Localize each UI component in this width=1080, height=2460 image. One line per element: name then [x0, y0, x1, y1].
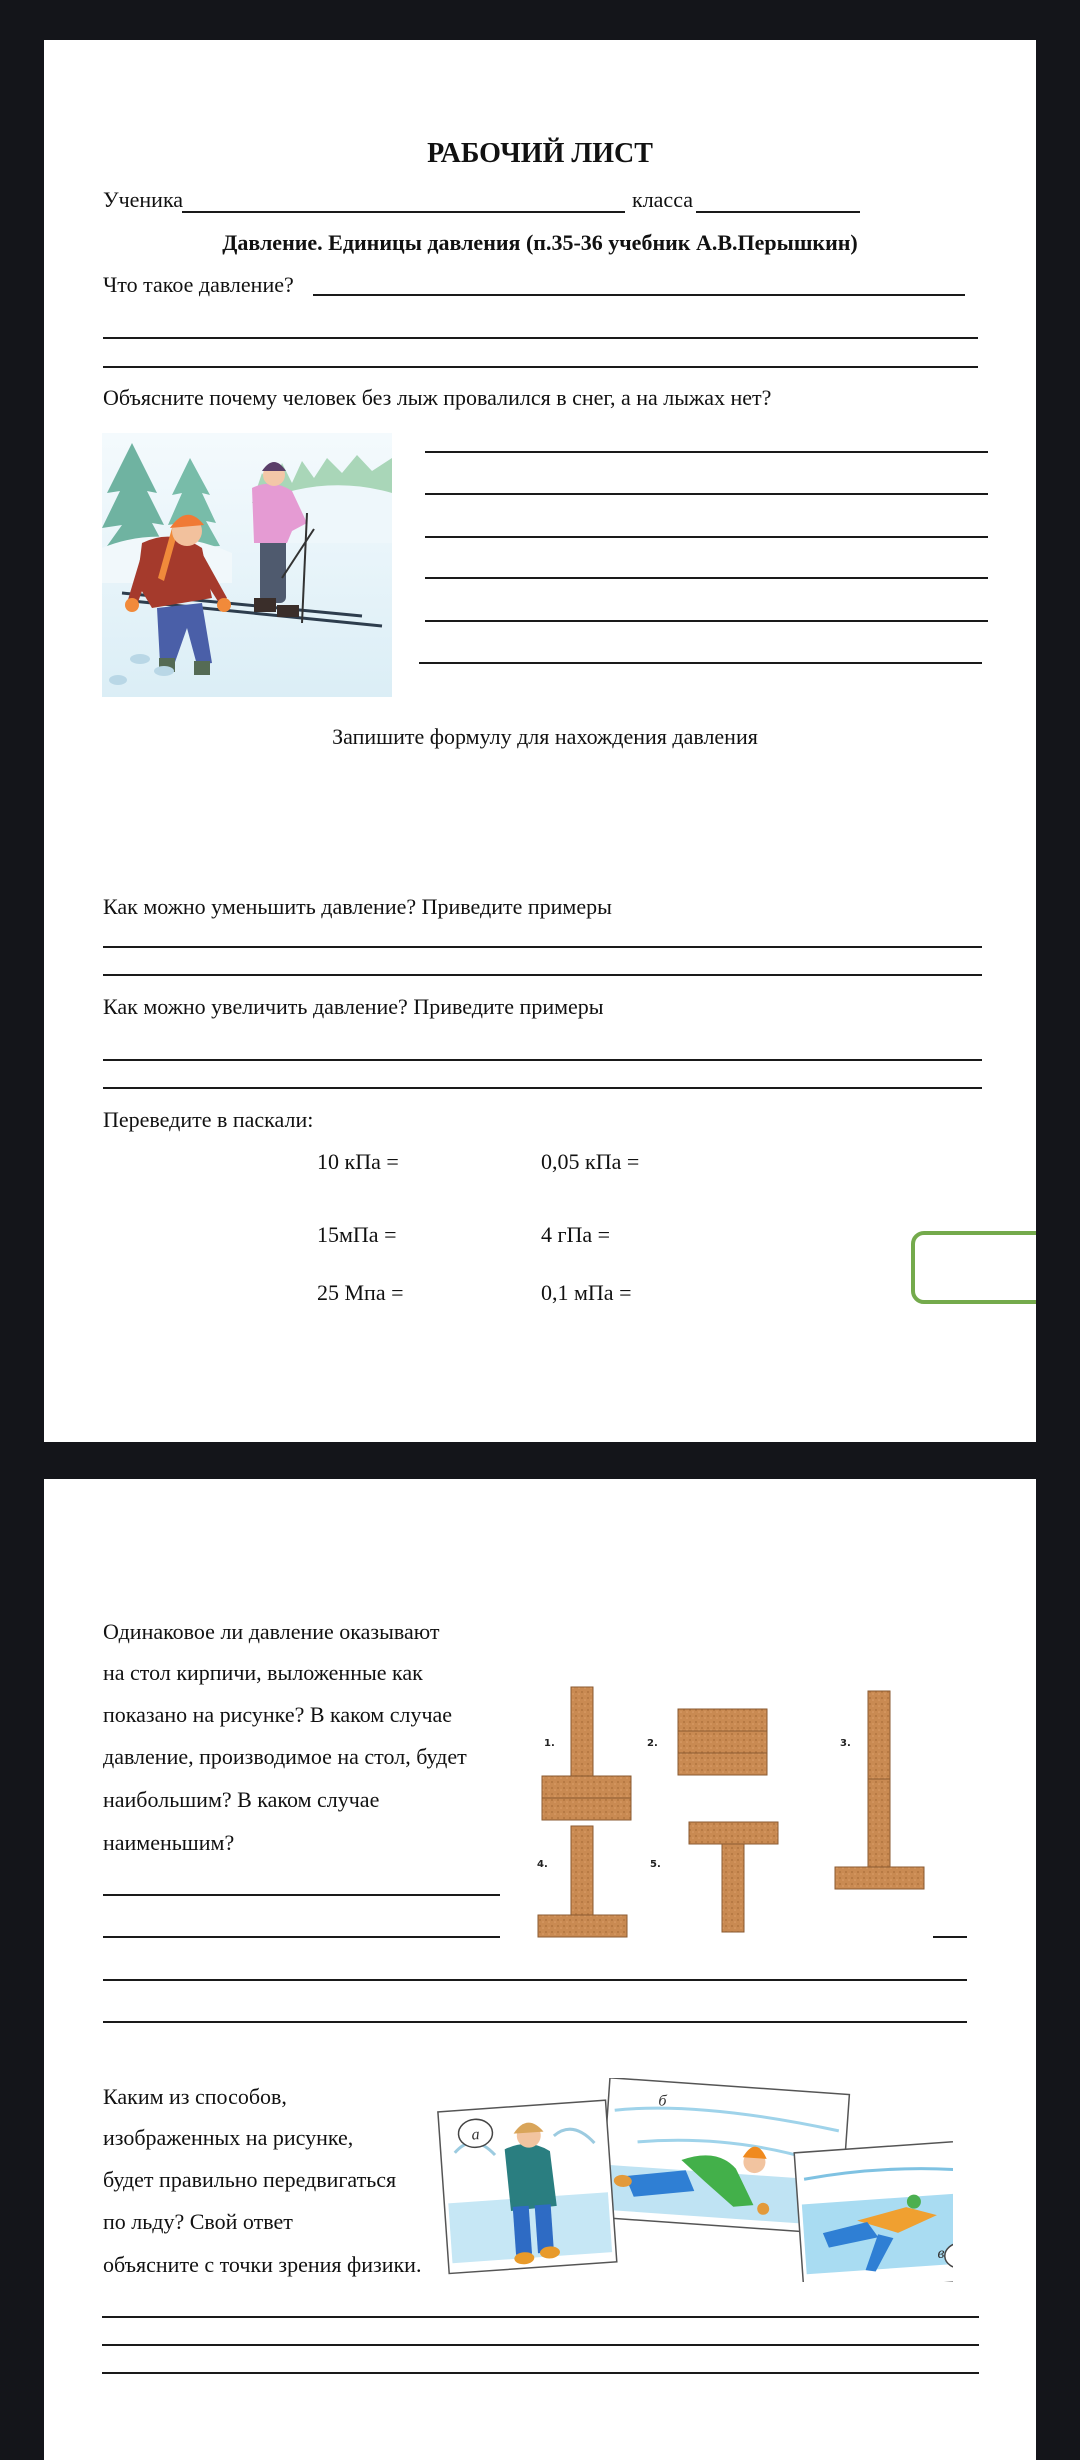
question-bricks-line: наименьшим? [103, 1830, 235, 1855]
ice-label-v: в [937, 2245, 945, 2262]
class-field[interactable] [696, 211, 860, 213]
answer-line[interactable] [103, 1979, 967, 1981]
answer-line[interactable] [103, 1894, 500, 1896]
answer-line[interactable] [102, 2316, 979, 2318]
answer-line[interactable] [419, 662, 982, 664]
brick-label: 5. [650, 1859, 661, 1870]
question-ice-line: объясните с точки зрения физики. [103, 2252, 422, 2277]
answer-line[interactable] [102, 2372, 979, 2374]
skiers-illustration [102, 433, 392, 697]
brick-label: 1. [544, 1738, 555, 1749]
worksheet-title: РАБОЧИЙ ЛИСТ [427, 138, 653, 169]
conversion-item: 10 кПа = [317, 1149, 399, 1174]
conversion-item: 25 Мпа = [317, 1280, 404, 1305]
answer-line[interactable] [103, 1936, 500, 1938]
question-ice-line: по льду? Свой ответ [103, 2209, 293, 2234]
answer-line[interactable] [103, 1087, 982, 1089]
question-convert-pascals: Переведите в паскали: [103, 1107, 314, 1132]
conversion-item: 4 гПа = [541, 1222, 611, 1247]
question-ice-line: изображенных на рисунке, [103, 2125, 354, 2150]
brick-label: 4. [537, 1859, 548, 1870]
answer-line[interactable] [425, 451, 988, 453]
brick-label: 3. [840, 1738, 851, 1749]
answer-line[interactable] [313, 294, 965, 296]
answer-line[interactable] [103, 974, 982, 976]
brick-label: 2. [647, 1738, 658, 1749]
question-bricks-line: наибольшим? В каком случае [103, 1787, 380, 1812]
question-bricks-line: Одинаковое ли давление оказывают [103, 1619, 440, 1644]
bricks-illustration [520, 1678, 936, 1946]
conversion-item: 0,1 мПа = [541, 1280, 632, 1305]
conversion-item: 0,05 кПа = [541, 1149, 640, 1174]
question-increase-pressure: Как можно увеличить давление? Приведите примеры [103, 994, 604, 1019]
answer-line[interactable] [103, 946, 982, 948]
worksheet-page-2 [44, 1479, 1036, 2460]
question-ice-line: будет правильно передвигаться [103, 2167, 397, 2192]
comment-box[interactable] [911, 1231, 1036, 1304]
answer-line[interactable] [103, 2021, 967, 2023]
question-ice-line: Каким из способов, [103, 2084, 287, 2109]
ice-label-b: б [657, 2092, 668, 2110]
student-name-field[interactable] [182, 211, 625, 213]
answer-line[interactable] [103, 337, 978, 339]
question-bricks-line: показано на рисунке? В каком случае [103, 1702, 453, 1727]
question-bricks-line: на стол кирпичи, выложенные как [103, 1660, 423, 1685]
answer-line[interactable] [425, 493, 988, 495]
ice-movement-illustration [437, 2078, 953, 2282]
question-skis: Объясните почему человек без лыж провалился в снег, а на лыжах нет? [103, 385, 772, 410]
worksheet-subtitle: Давление. Единицы давления (п.35-36 учебник А.В.Перышкин) [222, 230, 858, 255]
answer-line[interactable] [933, 1936, 967, 1938]
student-label: Ученика [103, 187, 184, 212]
answer-line[interactable] [425, 620, 988, 622]
question-formula: Запишите формулу для нахождения давления [332, 724, 758, 749]
question-decrease-pressure: Как можно уменьшить давление? Приведите примеры [103, 894, 612, 919]
answer-line[interactable] [425, 577, 988, 579]
worksheet-page-1 [44, 40, 1036, 1442]
conversion-item: 15мПа = [317, 1222, 397, 1247]
question-what-is-pressure: Что такое давление? [103, 272, 294, 297]
answer-line[interactable] [425, 536, 988, 538]
answer-line[interactable] [102, 2344, 979, 2346]
ice-label-a: а [471, 2126, 481, 2144]
class-label: класса [632, 187, 693, 212]
answer-line[interactable] [103, 1059, 982, 1061]
answer-line[interactable] [103, 366, 978, 368]
question-bricks-line: давление, производимое на стол, будет [103, 1744, 467, 1769]
